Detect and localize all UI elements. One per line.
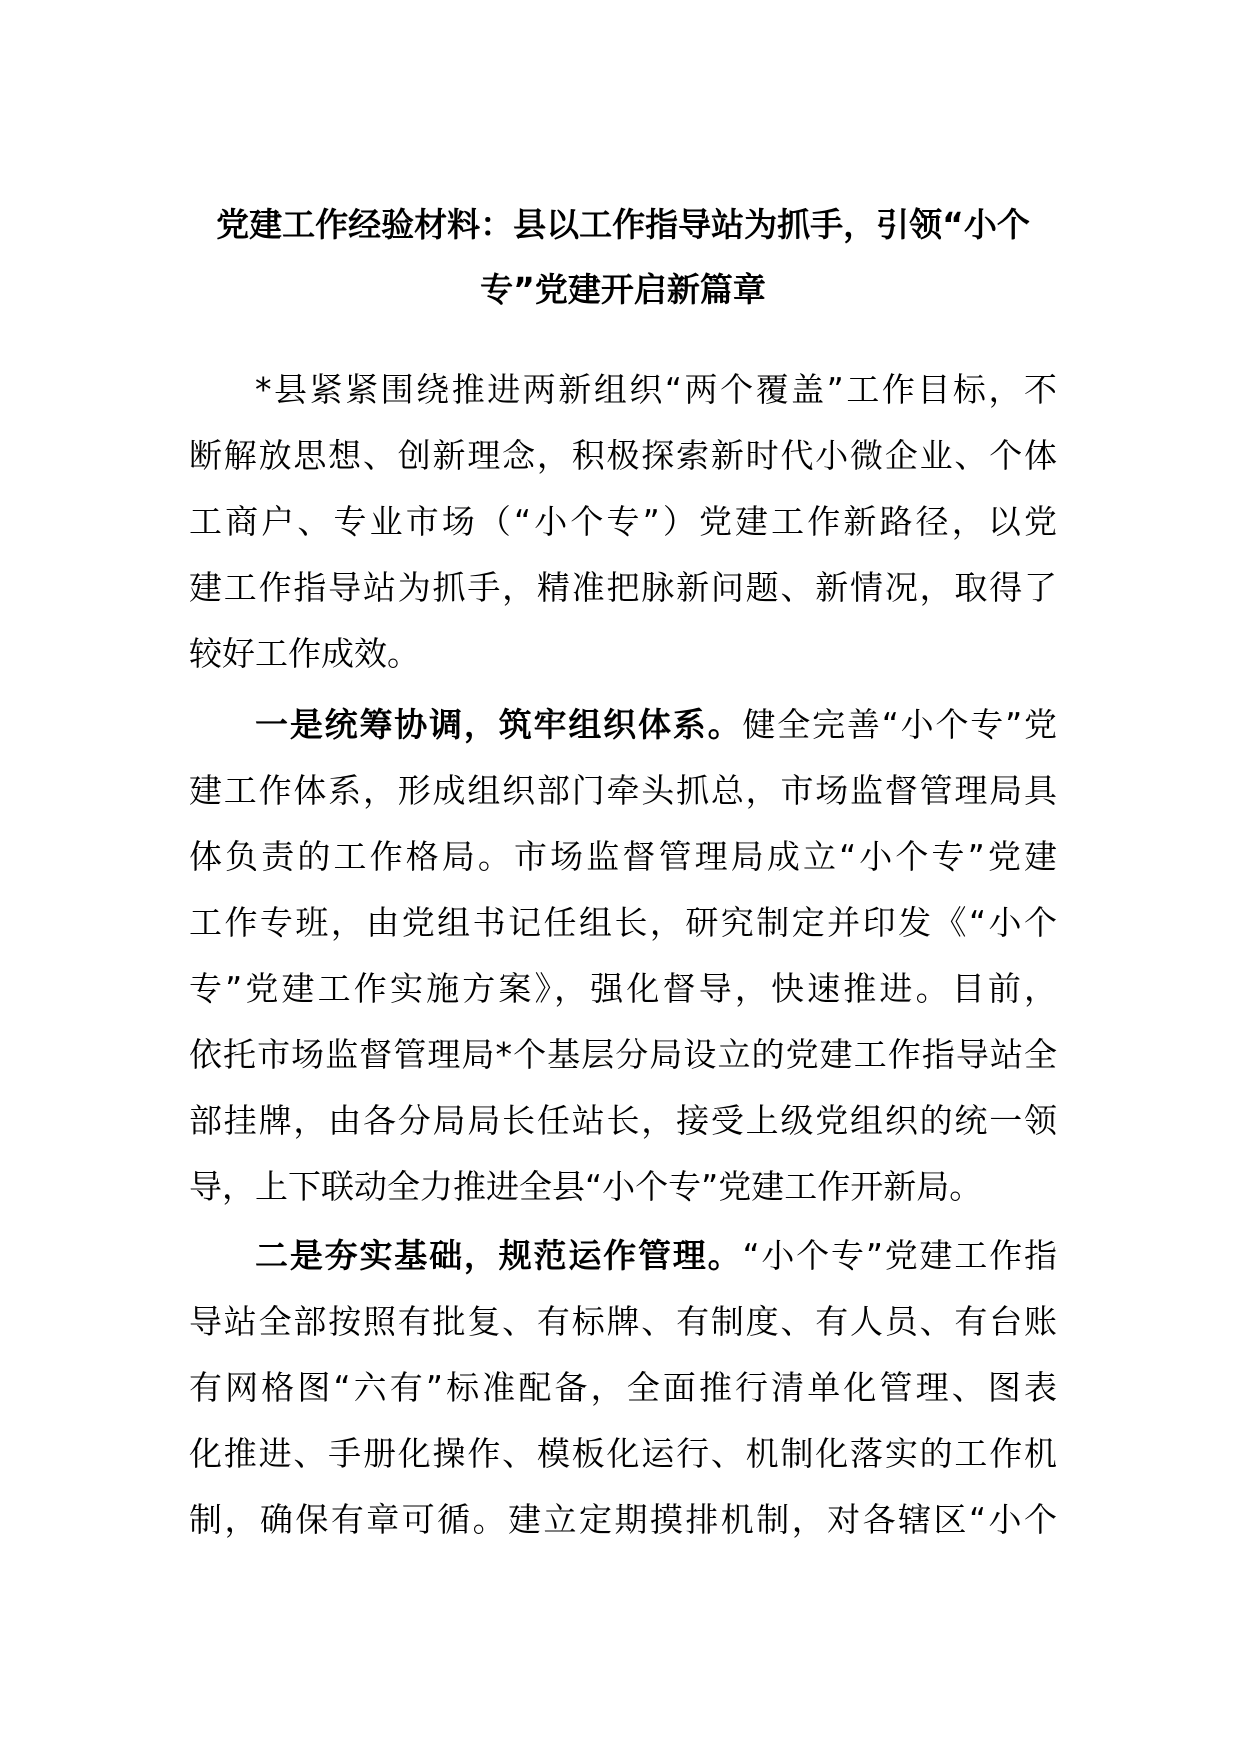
text-line xyxy=(189,692,1057,758)
document-title-line-2: 专”党建开启新篇章 xyxy=(480,270,766,309)
paragraph-intro xyxy=(189,357,1057,687)
text-line xyxy=(189,1223,1057,1289)
text-line: 建工作指导站为抓手，精准把脉新问题、新情况，取得了 xyxy=(189,568,1057,607)
text-line: 导，上下联动全力推进全县“小个专”党建工作开新局。 xyxy=(189,1167,983,1206)
paragraph-lead-heading: 一是统筹协调，筑牢组织体系。 xyxy=(255,705,743,744)
text-line: 导站全部按照有批复、有标牌、有制度、有人员、有台账 xyxy=(189,1302,1057,1341)
text-line: 工商户、专业市场（“小个专”）党建工作新路径，以党 xyxy=(189,502,1057,541)
text-span: 健全完善“小个专”党 xyxy=(742,705,1057,744)
text-line: 体负责的工作格局。市场监督管理局成立“小个专”党建 xyxy=(189,837,1057,876)
text-line: 依托市场监督管理局*个基层分局设立的党建工作指导站全 xyxy=(189,1035,1057,1074)
text-line: *县紧紧围绕推进两新组织“两个覆盖”工作目标，不 xyxy=(255,370,1057,409)
text-line: 部挂牌，由各分局局长任站长，接受上级党组织的统一领 xyxy=(189,1101,1057,1140)
text-line: 工作专班，由党组书记任组长，研究制定并印发《“小个 xyxy=(189,903,1057,942)
text-line: 断解放思想、创新理念，积极探索新时代小微企业、个体 xyxy=(189,436,1057,475)
text-span: “小个专”党建工作指 xyxy=(742,1236,1057,1275)
paragraph-coordination xyxy=(189,692,1057,1220)
text-line: 建工作体系，形成组织部门牵头抓总，市场监督管理局具 xyxy=(189,771,1057,810)
document-title-line-1: 党建工作经验材料：县以工作指导站为抓手，引领“小个 xyxy=(216,205,1030,244)
text-line: 专”党建工作实施方案》，强化督导，快速推进。目前， xyxy=(189,969,1057,1008)
text-line: 制，确保有章可循。建立定期摸排机制，对各辖区“小个 xyxy=(189,1500,1057,1539)
paragraph-lead-heading: 二是夯实基础，规范运作管理。 xyxy=(255,1236,743,1275)
text-line: 有网格图“六有”标准配备，全面推行清单化管理、图表 xyxy=(189,1368,1057,1407)
paragraph-foundation xyxy=(189,1223,1057,1553)
text-line: 化推进、手册化操作、模板化运行、机制化落实的工作机 xyxy=(189,1434,1057,1473)
text-line: 较好工作成效。 xyxy=(189,634,420,673)
